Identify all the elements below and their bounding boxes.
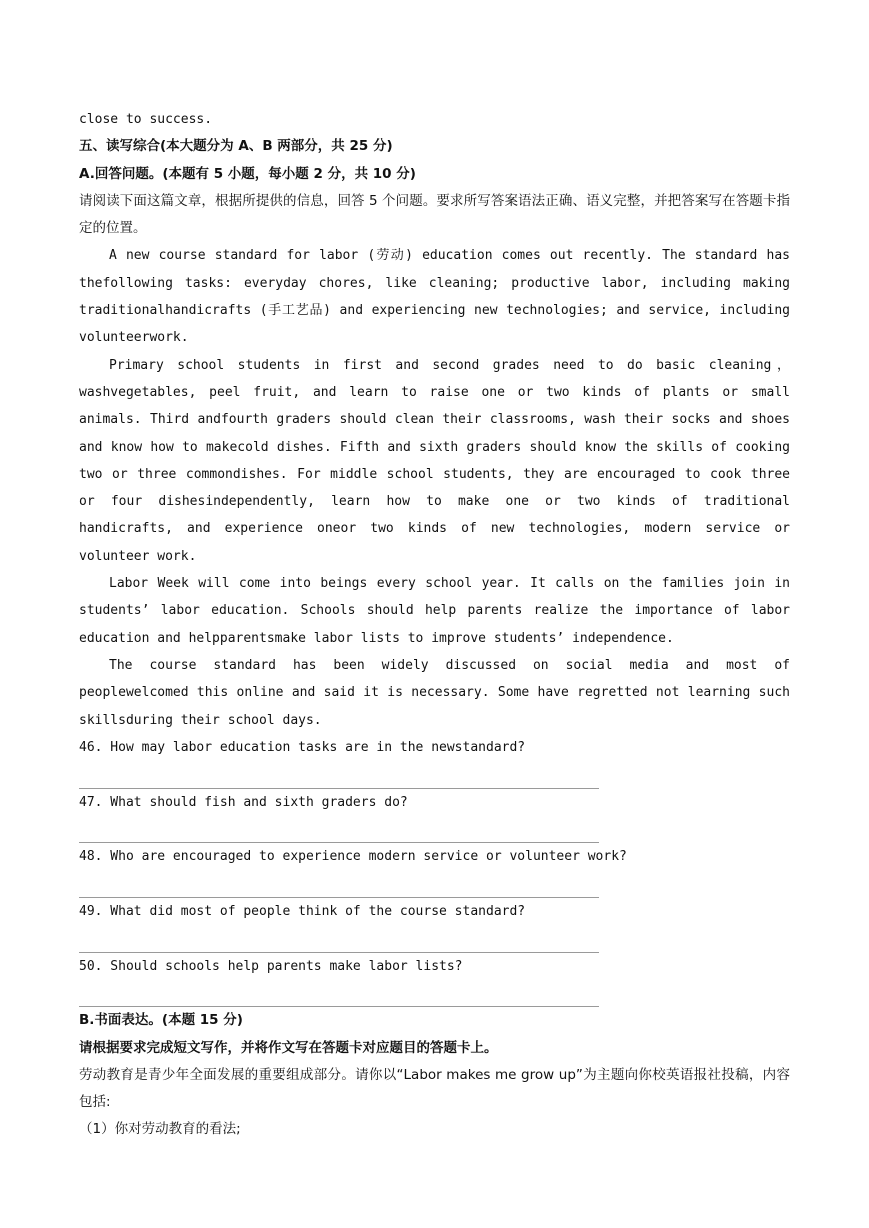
question-text: 48. Who are encouraged to experience modern service or volunteer work?	[79, 849, 627, 865]
answer-line	[79, 761, 599, 788]
passage-paragraph-1: A new course standard for labor (劳动) education comes out recently. The standard has thefollowing tasks: everyday chores, like cleaning; productive labor, including making traditionalhandicrafts (手工艺品) and experiencing new technologies; and service, including volunteerwork.	[79, 248, 790, 346]
exam-page	[79, 106, 790, 1144]
passage-paragraph-3: Labor Week will come into beings every school year. It calls on the families join in students’ labor education. Schools should help parents realize the importance of labor education and helpparentsmake labor lists to improve students’ independence.	[79, 576, 790, 646]
passage-paragraph-2: Primary school students in first and second grades need to do basic cleaning，washvegetables, peel fruit, and learn to raise one or two kinds of plants or small animals. Third andfourth graders should clean their classrooms, wash their socks and shoes and know how to makecold dishes. Fifth and sixth graders should know the skills of cooking two or three commondishes. For middle school students, they are encouraged to cook three or four dishesindependently, learn how to make one or two kinds of traditional handicrafts, and experience oneor two kinds of new technologies, modern service or volunteer work.	[79, 357, 790, 564]
question-47	[79, 789, 790, 844]
partB-heading: B.书面表达。(本题 15 分)	[79, 1012, 243, 1029]
answer-line	[79, 980, 599, 1007]
partB-prompt: 劳动教育是青少年全面发展的重要组成部分。请你以“Labor makes me grow up”为主题向你校英语报社投稿，内容包括:	[79, 1066, 790, 1111]
partA-instructions: 请阅读下面这篇文章，根据所提供的信息，回答 5 个问题。要求所写答案语法正确、语义完整，并把答案写在答题卡指定的位置。	[79, 192, 790, 237]
question-46	[79, 734, 790, 789]
answer-line	[79, 871, 599, 898]
question-text: 47. What should fish and sixth graders do?	[79, 794, 408, 810]
answer-line	[79, 925, 599, 952]
passage-paragraph-4: The course standard has been widely discussed on social media and most of peoplewelcomed this online and said it is necessary. Some have regretted not learning such skillsduring their school days.	[79, 657, 790, 728]
continued-text: close to success.	[79, 112, 213, 127]
question-48	[79, 843, 790, 898]
question-text: 49. What did most of people think of the course standard?	[79, 903, 526, 919]
section5-heading: 五、读写综合(本大题分为 A、B 两部分，共 25 分)	[79, 138, 393, 155]
partB-item-1: （1）你对劳动教育的看法;	[79, 1121, 241, 1138]
question-49	[79, 898, 790, 953]
answer-line	[79, 816, 599, 843]
question-text: 50. Should schools help parents make labor lists?	[79, 958, 463, 974]
question-50	[79, 953, 790, 1008]
question-text: 46. How may labor education tasks are in the newstandard?	[79, 739, 526, 755]
partA-heading: A.回答问题。(本题有 5 小题，每小题 2 分，共 10 分)	[79, 165, 416, 182]
partB-instruction: 请根据要求完成短文写作，并将作文写在答题卡对应题目的答题卡上。	[79, 1039, 498, 1056]
